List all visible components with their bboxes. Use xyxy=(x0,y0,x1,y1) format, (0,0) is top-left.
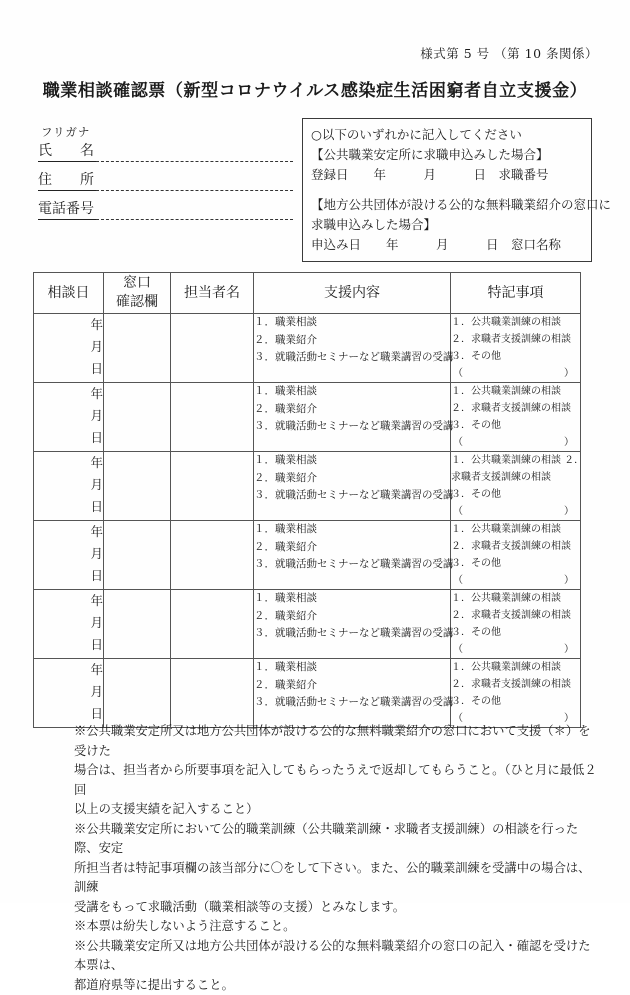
support-content-cell[interactable] xyxy=(254,314,451,383)
paren-open: （ xyxy=(453,641,463,658)
date-part: 日 xyxy=(34,703,103,725)
special-notes-cell[interactable] xyxy=(451,659,581,728)
footnote-marker: ※ xyxy=(74,939,86,953)
date-part: 日 xyxy=(34,565,103,587)
paren-close: ） xyxy=(564,641,574,658)
date-part: 日 xyxy=(34,496,103,518)
support-option[interactable]: ３．就職活動セミナーなど職業講習の受講 xyxy=(254,694,450,712)
page-title: 職業相談確認票（新型コロナウイルス感染症生活困窮者自立支援金） xyxy=(0,76,630,101)
note-option[interactable]: ３．その他 xyxy=(451,693,580,710)
footnote xyxy=(60,937,600,995)
header-stamp-line2: 確認欄 xyxy=(116,294,158,310)
instruction-case2-title-line2: 求職申込みした場合】 xyxy=(311,215,583,235)
consultation-date-cell[interactable] xyxy=(34,521,104,590)
phone-input[interactable] xyxy=(96,203,293,220)
special-notes-cell[interactable] xyxy=(451,521,581,590)
note-other-blank[interactable] xyxy=(451,641,580,658)
special-notes-cell[interactable] xyxy=(451,590,581,659)
instruction-case2-fields[interactable]: 申込み日 年 月 日 窓口名称 xyxy=(311,235,583,255)
header-stamp-line1: 窓口 xyxy=(123,275,151,291)
date-part: 日 xyxy=(34,358,103,380)
support-option[interactable]: １．職業相談 xyxy=(254,383,450,401)
footnote-line: ※公共職業安定所において公的職業訓練（公共職業訓練・求職者支援訓練）の相談を行った際、安定 xyxy=(74,820,600,859)
date-part: 月 xyxy=(34,543,103,565)
phone-field-row xyxy=(38,200,293,220)
consultation-date-cell[interactable] xyxy=(34,590,104,659)
date-part: 年 xyxy=(34,452,103,474)
window-stamp-cell[interactable] xyxy=(104,452,171,521)
note-option[interactable]: ３．その他 xyxy=(451,486,580,503)
applicant-fields xyxy=(38,124,293,229)
paren-close: ） xyxy=(564,365,574,382)
support-content-cell[interactable] xyxy=(254,452,451,521)
support-option[interactable]: １．職業相談 xyxy=(254,452,450,470)
header-stamp xyxy=(104,273,171,314)
staff-name-cell[interactable] xyxy=(171,659,254,728)
window-stamp-cell[interactable] xyxy=(104,659,171,728)
staff-name-cell[interactable] xyxy=(171,590,254,659)
table-body xyxy=(34,314,581,728)
date-part: 年 xyxy=(34,383,103,405)
footnote-line: 受講をもって求職活動（職業相談等の支援）とみなします。 xyxy=(74,898,600,918)
support-content-cell[interactable] xyxy=(254,590,451,659)
name-label: 氏 名 xyxy=(38,140,96,162)
instruction-case1-fields[interactable]: 登録日 年 月 日 求職番号 xyxy=(311,165,583,185)
header-date: 相談日 xyxy=(34,273,104,314)
consultation-date-cell[interactable] xyxy=(34,452,104,521)
footnotes xyxy=(60,722,600,995)
instruction-case1-title: 【公共職業安定所に求職申込みした場合】 xyxy=(311,145,583,165)
paren-open: （ xyxy=(453,365,463,382)
special-notes-cell[interactable] xyxy=(451,452,581,521)
staff-name-cell[interactable] xyxy=(171,521,254,590)
footnote-line: 場合は、担当者から所要事項を記入してもらったうえで返却してもらうこと。（ひと月に最低２回 xyxy=(74,761,600,800)
note-option[interactable]: ３．その他 xyxy=(451,348,580,365)
support-option[interactable]: ２．職業紹介 xyxy=(254,539,450,557)
table-row xyxy=(34,521,581,590)
address-field-row xyxy=(38,171,293,191)
date-part: 年 xyxy=(34,521,103,543)
support-option[interactable]: １．職業相談 xyxy=(254,590,450,608)
footnote xyxy=(60,820,600,918)
furigana-label: フリガナ xyxy=(41,124,293,140)
address-input[interactable] xyxy=(96,174,293,191)
paren-close: ） xyxy=(564,503,574,520)
upper-section xyxy=(33,118,597,268)
header-staff: 担当者名 xyxy=(171,273,254,314)
support-option[interactable]: ２．職業紹介 xyxy=(254,332,450,350)
note-option[interactable]: ３．その他 xyxy=(451,417,580,434)
address-label: 住 所 xyxy=(38,169,96,191)
footnote-line: ※本票は紛失しないよう注意すること。 xyxy=(74,917,600,937)
paren-close: ） xyxy=(564,434,574,451)
note-option[interactable]: １．公共職業訓練の相談 xyxy=(451,521,580,538)
footnote-line: ※公共職業安定所又は地方公共団体が設ける公的な無料職業紹介の窓口において支援（＊）を受けた xyxy=(74,722,600,761)
instruction-heading: ○以下のいずれかに記入してください xyxy=(311,125,583,145)
note-option[interactable]: １．公共職業訓練の相談 xyxy=(451,383,580,400)
staff-name-cell[interactable] xyxy=(171,383,254,452)
support-option[interactable]: ３．就職活動セミナーなど職業講習の受講 xyxy=(254,625,450,643)
paren-open: （ xyxy=(453,434,463,451)
note-option[interactable]: １．公共職業訓練の相談 ２． xyxy=(451,452,580,469)
window-stamp-cell[interactable] xyxy=(104,521,171,590)
footnote-line: 所担当者は特記事項欄の該当部分に〇をして下さい。また、公的職業訓練を受講中の場合は、訓練 xyxy=(74,859,600,898)
support-option[interactable]: ２．職業紹介 xyxy=(254,470,450,488)
support-content-cell[interactable] xyxy=(254,659,451,728)
note-option[interactable]: ３．その他 xyxy=(451,624,580,641)
note-other-blank[interactable] xyxy=(451,365,580,382)
paren-close: ） xyxy=(564,572,574,589)
table-row xyxy=(34,659,581,728)
support-option[interactable]: １．職業相談 xyxy=(254,659,450,677)
footnote-line: 都道府県等に提出すること。 xyxy=(74,976,600,995)
support-option[interactable]: ３．就職活動セミナーなど職業講習の受講 xyxy=(254,487,450,505)
header-support: 支援内容 xyxy=(254,273,451,314)
table-row xyxy=(34,383,581,452)
note-option[interactable]: １．公共職業訓練の相談 xyxy=(451,314,580,331)
special-notes-cell[interactable] xyxy=(451,383,581,452)
date-part: 月 xyxy=(34,612,103,634)
date-part: 年 xyxy=(34,314,103,336)
support-option[interactable]: ２．職業紹介 xyxy=(254,401,450,419)
note-option[interactable]: ３．その他 xyxy=(451,555,580,572)
name-field-row xyxy=(38,142,293,162)
footnote xyxy=(60,722,600,820)
note-option[interactable]: １．公共職業訓練の相談 xyxy=(451,590,580,607)
note-option[interactable]: ２．求職者支援訓練の相談 xyxy=(451,607,580,624)
window-stamp-cell[interactable] xyxy=(104,314,171,383)
footnote xyxy=(60,917,600,937)
note-option[interactable]: ２．求職者支援訓練の相談 xyxy=(451,538,580,555)
note-other-blank[interactable] xyxy=(451,503,580,520)
date-part: 月 xyxy=(34,405,103,427)
note-option[interactable]: ２．求職者支援訓練の相談 xyxy=(451,331,580,348)
date-part: 日 xyxy=(34,634,103,656)
support-option[interactable]: ２．職業紹介 xyxy=(254,677,450,695)
note-other-blank[interactable] xyxy=(451,434,580,451)
footnote-marker: ※ xyxy=(74,724,86,738)
consultation-date-cell[interactable] xyxy=(34,659,104,728)
staff-name-cell[interactable] xyxy=(171,452,254,521)
date-part: 日 xyxy=(34,427,103,449)
support-option[interactable]: ３．就職活動セミナーなど職業講習の受講 xyxy=(254,418,450,436)
support-option[interactable]: ３．就職活動セミナーなど職業講習の受講 xyxy=(254,556,450,574)
paren-open: （ xyxy=(453,572,463,589)
staff-name-cell[interactable] xyxy=(171,314,254,383)
support-content-cell[interactable] xyxy=(254,383,451,452)
paren-open: （ xyxy=(453,710,463,727)
instruction-box xyxy=(302,118,592,262)
support-option[interactable]: １．職業相談 xyxy=(254,521,450,539)
footnote-line: 以上の支援実績を記入すること） xyxy=(74,800,600,820)
support-content-cell[interactable] xyxy=(254,521,451,590)
window-stamp-cell[interactable] xyxy=(104,590,171,659)
table-row xyxy=(34,452,581,521)
note-option[interactable]: 求職者支援訓練の相談 xyxy=(451,469,580,486)
note-option[interactable]: ２．求職者支援訓練の相談 xyxy=(451,400,580,417)
form-number: 様式第 5 号 （第 10 条関係） xyxy=(420,44,598,62)
date-part: 月 xyxy=(34,681,103,703)
consultation-date-cell[interactable] xyxy=(34,383,104,452)
name-input[interactable] xyxy=(96,145,293,162)
footnote-line: ※公共職業安定所又は地方公共団体が設ける公的な無料職業紹介の窓口の記入・確認を受けた本票は、 xyxy=(74,937,600,976)
date-part: 月 xyxy=(34,336,103,358)
support-option[interactable]: １．職業相談 xyxy=(254,314,450,332)
date-part: 年 xyxy=(34,659,103,681)
footnote-marker: ※ xyxy=(74,919,86,933)
paren-close: ） xyxy=(564,710,574,727)
note-option[interactable]: ２．求職者支援訓練の相談 xyxy=(451,676,580,693)
window-stamp-cell[interactable] xyxy=(104,383,171,452)
note-option[interactable]: １．公共職業訓練の相談 xyxy=(451,659,580,676)
table-row xyxy=(34,590,581,659)
table-row xyxy=(34,314,581,383)
paren-open: （ xyxy=(453,503,463,520)
header-notes: 特記事項 xyxy=(451,273,581,314)
support-option[interactable]: ３．就職活動セミナーなど職業講習の受講 xyxy=(254,349,450,367)
special-notes-cell[interactable] xyxy=(451,314,581,383)
footnote-marker: ※ xyxy=(74,822,86,836)
instruction-case2-title-line1: 【地方公共団体が設ける公的な無料職業紹介の窓口に xyxy=(311,195,583,215)
table-header-row xyxy=(34,273,581,314)
instruction-spacer xyxy=(311,185,583,195)
consultation-table xyxy=(33,272,581,728)
consultation-date-cell[interactable] xyxy=(34,314,104,383)
note-other-blank[interactable] xyxy=(451,572,580,589)
support-option[interactable]: ２．職業紹介 xyxy=(254,608,450,626)
phone-label: 電話番号 xyxy=(38,198,96,220)
date-part: 年 xyxy=(34,590,103,612)
date-part: 月 xyxy=(34,474,103,496)
